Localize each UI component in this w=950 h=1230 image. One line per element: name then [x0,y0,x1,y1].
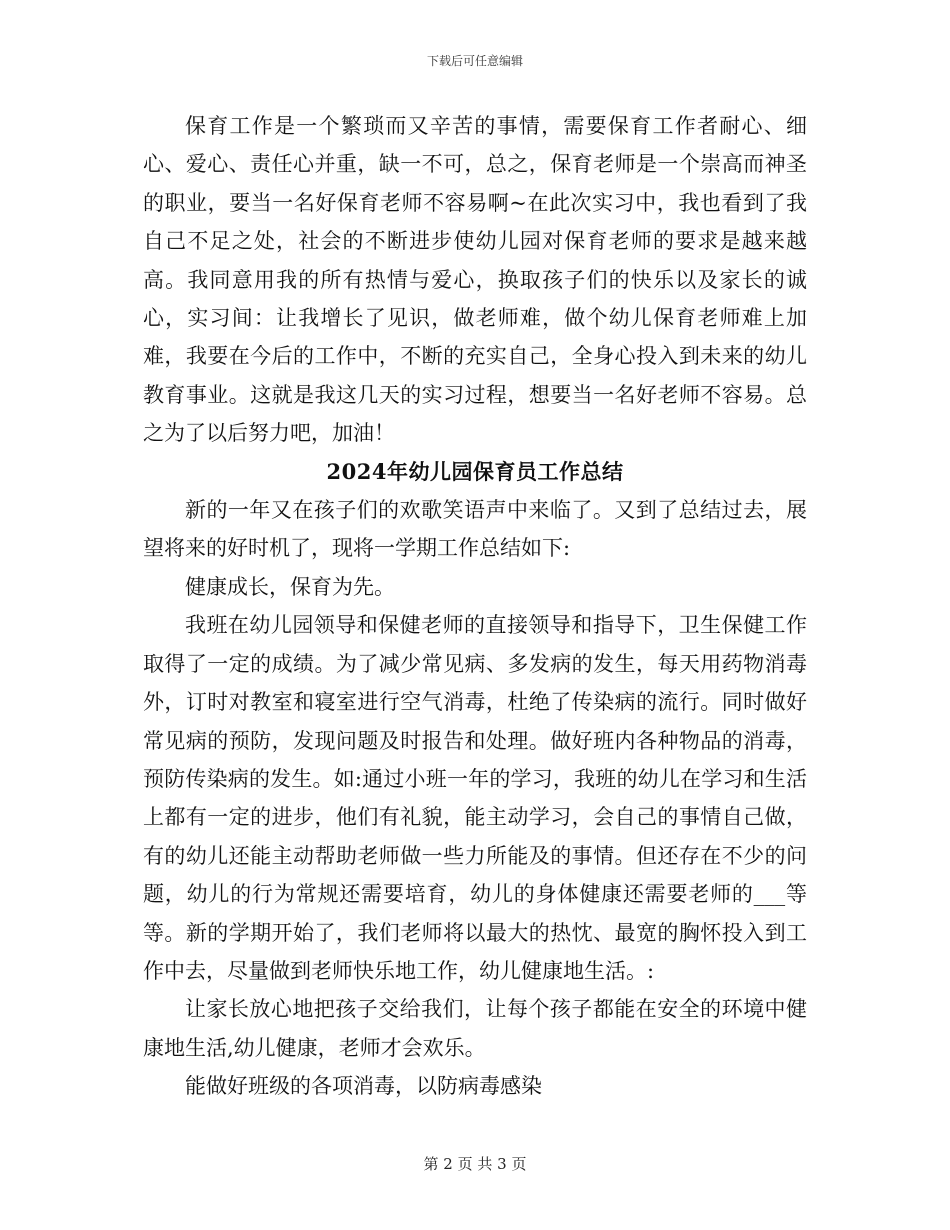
page-header-note: 下载后可任意编辑 [426,54,523,68]
paragraph: 健康成长，保育为先。 [185,574,395,599]
paragraph: 新的一年又在孩子们的欢歌笑语声中来临了。又到了总结过去，展望将来的好时机了，现将一学期工作总结如下: [143,498,807,561]
section-heading: 2024年幼儿园保育员工作总结 [326,458,624,484]
paragraph: 能做好班级的各项消毒，以防病毒感染 [185,1074,542,1099]
document-body [143,107,807,1106]
paragraph: 我班在幼儿园领导和保健老师的直接领导和指导下，卫生保健工作取得了一定的成绩。为了减少常见病、多发病的发生，每天用药物消毒外，订时对教室和寝室进行空气消毒，杜绝了传染病的流行。同时做好常见病的预防，发现问题及时报告和处理。做好班内各种物品的消毒，预防传染病的发生。如:通过小班一年的学习，我班的幼儿在学习和生活上都有一定的进步，他们有礼貌，能主动学习，会自己的事情自己做，有的幼儿还能主动帮助老师做一些力所能及的事情。但还存在不少的问题，幼儿的行为常规还需要培育，幼儿的身体健康还需要老师的___等等。新的学期开始了，我们老师将以最大的热忱、最宽的胸怀投入到工作中去，尽量做到老师快乐地工作，幼儿健康地生活。: [143,613,807,983]
paragraph: 让家长放心地把孩子交给我们，让每个孩子都能在安全的环境中健康地生活,幼儿健康，老师才会欢乐。 [143,997,807,1060]
paragraph: 保育工作是一个繁琐而又辛苦的事情，需要保育工作者耐心、细心、爱心、责任心并重，缺一不可，总之，保育老师是一个崇高而神圣的职业，要当一名好保育老师不容易啊~在此次实习中，我也看到了我自己不足之处，社会的不断进步使幼儿园对保育老师的要求是越来越高。我同意用我的所有热情与爱心，换取孩子们的快乐以及家长的诚心，实习间：让我增长了见识，做老师难，做个幼儿保育老师难上加难，我要在今后的工作中，不断的充实自己，全身心投入到未来的幼儿教育事业。这就是我这几天的实习过程，想要当一名好老师不容易。总之为了以后努力吧，加油！ [143,114,807,446]
page-number: 第 2 页 共 3 页 [423,1155,527,1173]
